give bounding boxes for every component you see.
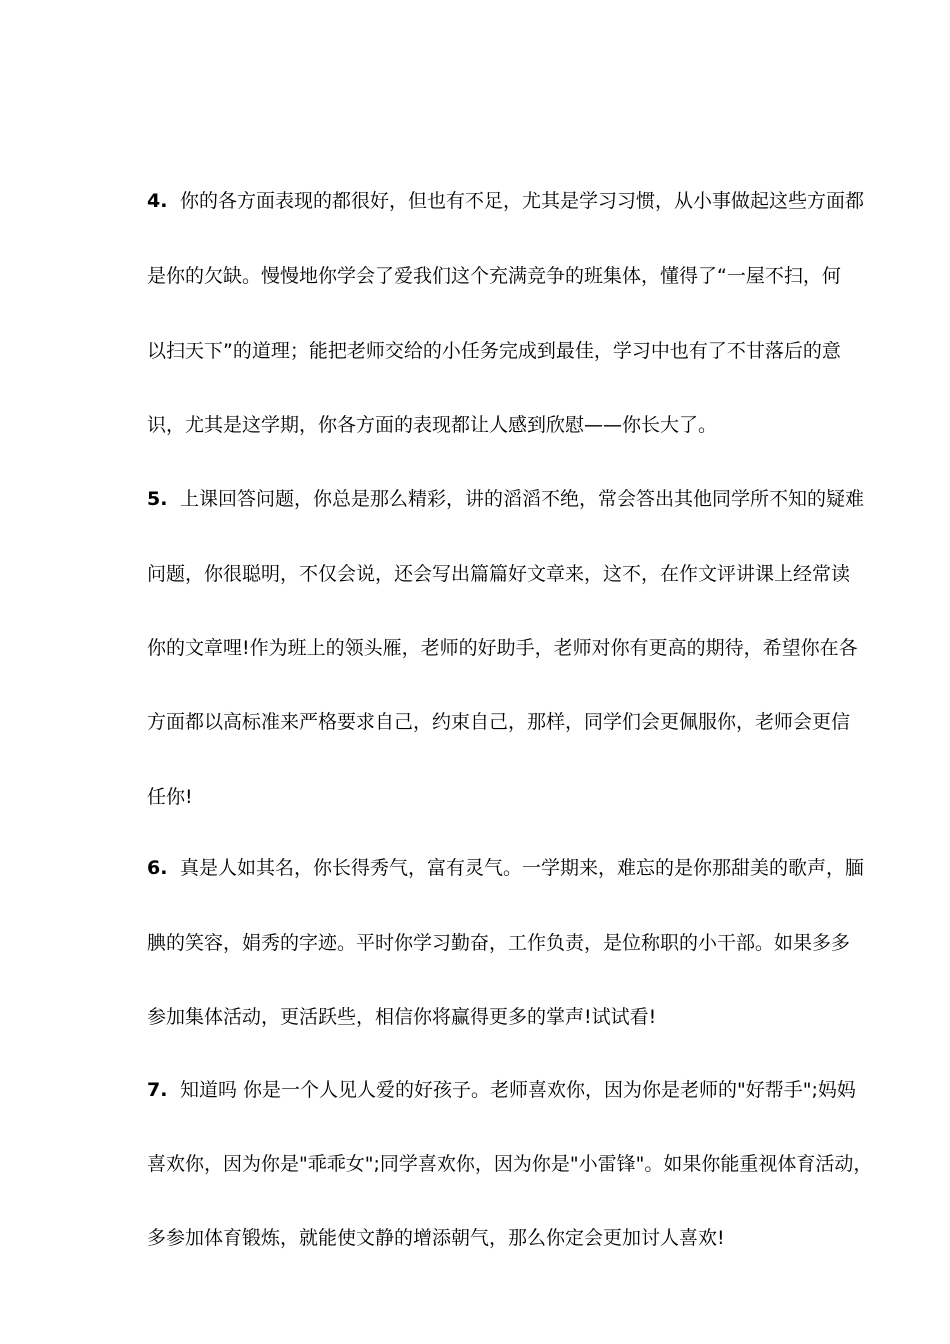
paragraph-number: 7.	[147, 1079, 168, 1101]
paragraph-7-line-1	[147, 1078, 877, 1102]
paragraph-number: 6.	[147, 857, 168, 879]
paragraph-number: 4.	[147, 190, 168, 212]
paragraph-6-line-2: 腆的笑容，娟秀的字迹。平时你学习勤奋，工作负责，是位称职的小干部。如果多多	[147, 932, 851, 954]
paragraph-4-line-2: 是你的欠缺。慢慢地你学会了爱我们这个充满竞争的班集体，懂得了“一屋不扫，何	[147, 265, 841, 287]
paragraph-4-line-3: 以扫天下”的道理；能把老师交给的小任务完成到最佳，学习中也有了不甘落后的意	[147, 340, 841, 362]
paragraph-7-line-2: 喜欢你，因为你是"乖乖女";同学喜欢你，因为你是"小雷锋"。如果你能重视体育活动，	[147, 1153, 873, 1175]
paragraph-text: 你的各方面表现的都很好，但也有不足，尤其是学习习惯，从小事做起这些方面都	[180, 190, 865, 212]
paragraph-6-line-1	[147, 856, 877, 880]
paragraph-5-line-1	[147, 487, 877, 511]
paragraph-4-line-4: 识，尤其是这学期，你各方面的表现都让人感到欣慰——你长大了。	[147, 414, 718, 436]
paragraph-text: 上课回答问题，你总是那么精彩，讲的滔滔不绝，常会答出其他同学所不知的疑难	[180, 488, 865, 510]
paragraph-5-line-5: 任你!	[147, 786, 193, 808]
paragraph-5-line-2: 问题，你很聪明，不仅会说，还会写出篇篇好文章来，这不，在作文评讲课上经常读	[147, 563, 851, 585]
paragraph-text: 知道吗 你是一个人见人爱的好孩子。老师喜欢你，因为你是老师的"好帮手";妈妈	[180, 1079, 856, 1101]
paragraph-5-line-4: 方面都以高标准来严格要求自己，约束自己，那样，同学们会更佩服你，老师会更信	[147, 711, 851, 733]
paragraph-7-line-3: 多参加体育锻炼，就能使文静的增添朝气，那么你定会更加讨人喜欢!	[147, 1227, 725, 1249]
paragraph-6-line-3: 参加集体活动，更活跃些，相信你将赢得更多的掌声!试试看!	[147, 1006, 657, 1028]
paragraph-4-line-1	[147, 189, 877, 213]
paragraph-number: 5.	[147, 488, 168, 510]
paragraph-text: 真是人如其名，你长得秀气，富有灵气。一学期来，难忘的是你那甜美的歌声，腼	[180, 857, 865, 879]
paragraph-5-line-3: 你的文章哩!作为班上的领头雁，老师的好助手，老师对你有更高的期待，希望你在各	[147, 637, 858, 659]
